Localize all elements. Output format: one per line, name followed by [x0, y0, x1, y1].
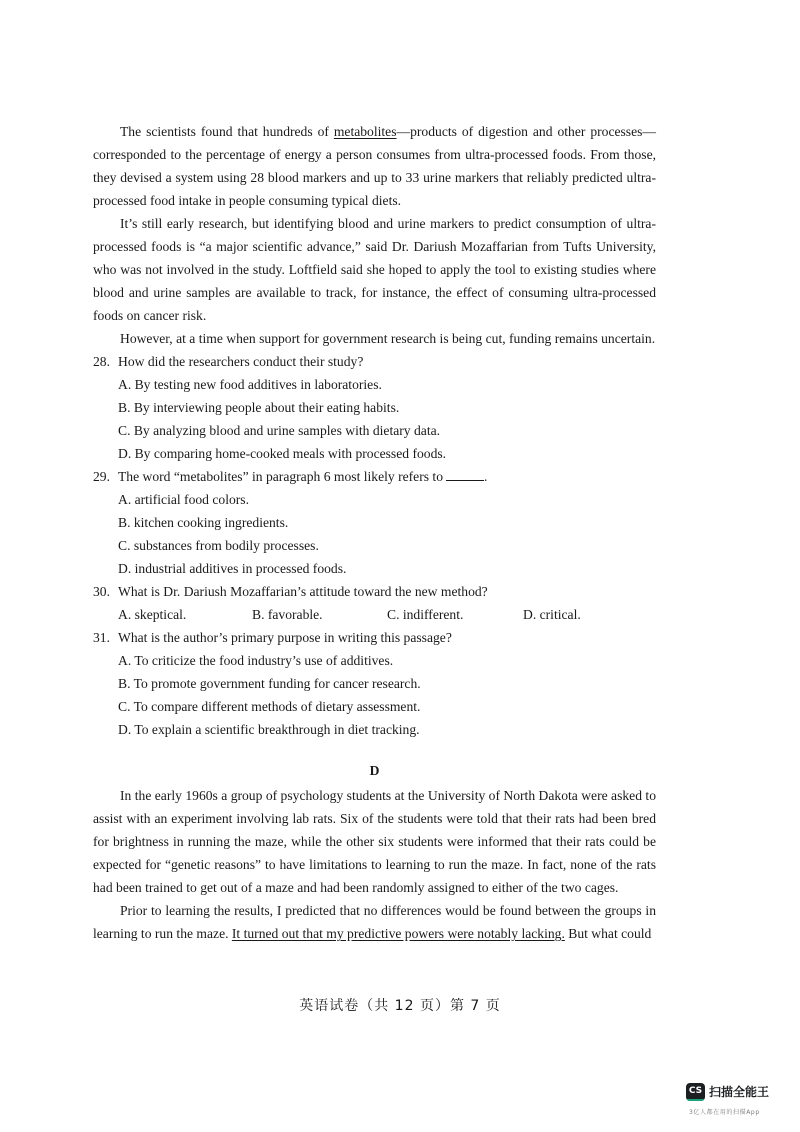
option-d: D. critical. [523, 607, 581, 622]
passage-c-paragraph-7: It’s still early research, but identifying blood and urine markers to predict consumption of ultra-processed foods is “a major scientific advance,” said Dr. Dariush Mozaffarian from Tufts University, who was not involved in the study. Loftfield said she hoped to apply the tool to existing studies where blood and urine samples are available to track, for instance, the effect of consuming ultra-processed foods on cancer risk. [93, 216, 656, 323]
option-d: D. By comparing home-cooked meals with processed foods. [118, 446, 447, 461]
question-29 [93, 465, 656, 580]
section-title: D [369, 763, 380, 778]
question-stem [93, 580, 656, 603]
option-c: C. indifferent. [387, 607, 464, 622]
underlined-word-metabolites: metabolites [333, 124, 397, 139]
question-30 [93, 580, 656, 626]
passage-c-paragraph-8: However, at a time when support for government research is being cut, funding remains uncertain. [120, 331, 656, 346]
passage-d-paragraph-2: Prior to learning the results, I predicted that no differences would be found between the groups in learning to run the maze. It turned out that my predictive powers were notably lacking. But what could [93, 903, 656, 941]
underlined-sentence: It turned out that my predictive powers were notably lacking. [231, 926, 565, 941]
options-row [93, 603, 656, 626]
question-stem [93, 626, 656, 649]
option-b: B. favorable. [252, 607, 323, 622]
option-a: A. skeptical. [118, 607, 187, 622]
answer-blank [446, 468, 484, 481]
question-number: 29. [93, 469, 110, 484]
question-text: The word “metabolites” in paragraph 6 most likely refers to [118, 469, 444, 484]
passage-c-paragraph-6: The scientists found that hundreds of metabolites—products of digestion and other processes—corresponded to the percentage of energy a person consumes from ultra-processed foods. From those, they devised a system using 28 blood markers and up to 33 urine markers that reliably predicted ultra-processed food intake in people consuming typical diets. [93, 124, 657, 208]
option-a: A. artificial food colors. [118, 492, 249, 507]
camscanner-logo-icon: CS [686, 1083, 705, 1101]
passage-d [93, 759, 656, 945]
question-text: How did the researchers conduct their study? [118, 354, 364, 369]
question-text: What is the author’s primary purpose in writing this passage? [118, 630, 452, 645]
exam-page-content [93, 120, 656, 945]
scanner-watermark [686, 1083, 798, 1125]
option-c: C. To compare different methods of dietary assessment. [118, 699, 421, 714]
option-a: A. To criticize the food industry’s use of additives. [118, 653, 394, 668]
option-d: D. To explain a scientific breakthrough in diet tracking. [118, 722, 420, 737]
option-b: B. By interviewing people about their eating habits. [118, 400, 400, 415]
question-text: What is Dr. Dariush Mozaffarian’s attitude toward the new method? [118, 584, 488, 599]
option-d: D. industrial additives in processed foods. [118, 561, 347, 576]
passage-c [93, 120, 656, 350]
question-number: 31. [93, 630, 110, 645]
passage-d-paragraph-1: In the early 1960s a group of psychology students at the University of North Dakota were asked to assist with an experiment involving lab rats. Six of the students were told that their rats had been bred for brightness in running the maze, while the other six students were informed that their rats could be expected for “genetic reasons” to have limitations to learning to run the maze. In fact, none of the rats had been trained to get out of a maze and had been randomly assigned to either of the two cages. [93, 788, 656, 895]
question-31 [93, 626, 656, 741]
question-number: 30. [93, 584, 110, 599]
watermark-app-name: 扫描全能王 [709, 1085, 770, 1099]
option-b: B. kitchen cooking ingredients. [118, 515, 289, 530]
page-footer: 英语试卷（共 12 页）第 7 页 [299, 998, 501, 1014]
option-c: C. substances from bodily processes. [118, 538, 319, 553]
option-c: C. By analyzing blood and urine samples with dietary data. [118, 423, 441, 438]
option-b: B. To promote government funding for cancer research. [118, 676, 421, 691]
question-number: 28. [93, 354, 110, 369]
watermark-tagline: 3亿人都在用的扫描App [689, 1109, 760, 1116]
question-stem [93, 350, 656, 373]
question-stem: 29. The word “metabolites” in paragraph 6 most likely refers to . [93, 465, 656, 488]
question-28 [93, 350, 656, 465]
option-a: A. By testing new food additives in laboratories. [118, 377, 382, 392]
